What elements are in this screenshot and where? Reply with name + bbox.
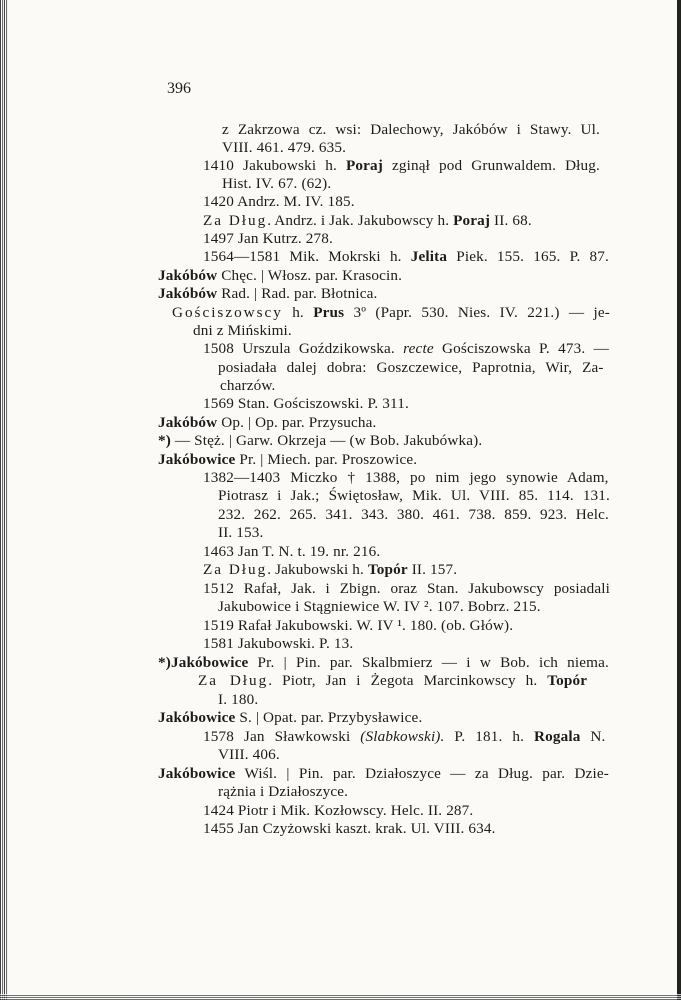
text-run: h.	[282, 304, 314, 321]
text-run: 232. 262. 265. 341. 343. 380. 461. 738. 859. 923. Helc.	[218, 506, 609, 523]
text-line	[158, 267, 402, 285]
text-line	[222, 121, 600, 139]
text-run: 1578 Jan Sławkowski	[203, 728, 361, 745]
text-run: zginął pod Grunwaldem. Dług.	[382, 157, 600, 174]
bold-term: Topór	[367, 561, 408, 578]
text-line	[218, 598, 541, 616]
text-run: 3º (Papr. 530. Nies. IV. 221.) — je-	[344, 304, 610, 321]
text-run: Piek. 155. 165. P. 87.	[447, 248, 609, 265]
bold-term: Jakóbów	[158, 414, 218, 431]
text-run: . Jakubowski h.	[267, 561, 368, 578]
text-run: II. 68.	[490, 212, 532, 229]
text-line	[172, 304, 610, 322]
text-run: N.	[580, 728, 606, 745]
text-run: . Andrz. i Jak. Jakubowscy h.	[267, 212, 454, 229]
text-line	[218, 359, 604, 377]
text-run: rążnia i Działoszyce.	[218, 783, 349, 800]
text-line	[203, 820, 496, 838]
text-run: Wiśl. | Pin. par. Działoszyce — za Dług. par. Dzie-	[235, 765, 609, 782]
text-line	[203, 802, 473, 820]
text-run: Za Dług	[203, 212, 268, 229]
text-run: Za Dług	[203, 561, 268, 578]
text-run: Op. | Op. par. Przysucha.	[217, 414, 377, 431]
bold-term: Jakóbowice	[158, 765, 236, 782]
text-line	[198, 672, 587, 690]
text-line	[203, 230, 333, 248]
text-run: Piotrasz i Jak.; Świętosław, Mik. Ul. VIII. 85. 114. 131.	[218, 487, 610, 504]
text-run: II. 157.	[407, 561, 458, 578]
bold-term: Jakóbowice	[158, 709, 236, 726]
bold-term: Poraj	[345, 157, 383, 174]
text-run: dni z Mińskimi.	[193, 322, 292, 339]
text-line	[158, 765, 609, 783]
bold-term: Jakóbowice	[158, 451, 236, 468]
text-run: II. 153.	[218, 524, 264, 541]
text-line	[203, 561, 457, 579]
scan-border-left	[0, 0, 8, 1000]
bold-term: Poraj	[453, 212, 491, 229]
text-line	[158, 285, 378, 303]
text-run: 1424 Piotr i Mik. Kozłowscy. Helc. II. 287.	[203, 802, 474, 819]
text-run: 1382—1403 Miczko † 1388, po nim jego synowie Adam,	[203, 469, 609, 486]
text-line	[203, 395, 409, 413]
text-run: P. 181. h.	[444, 728, 534, 745]
text-line	[158, 414, 377, 432]
bold-term: Jelita	[410, 248, 448, 265]
italic-term: recte	[403, 340, 434, 357]
text-run: Jakubowice i Stągniewice W. IV ². 107. Bobrz. 215.	[218, 598, 541, 615]
text-run: Gościszowska P. 473. —	[433, 340, 609, 357]
text-run: 1455 Jan Czyżowski kaszt. krak. Ul. VIII. 634.	[203, 820, 496, 837]
text-run: 1581 Jakubowski. P. 13.	[203, 635, 354, 652]
text-line	[203, 728, 605, 746]
page-number: 396	[167, 80, 191, 97]
text-run: Rad. | Rad. par. Błotnica.	[217, 285, 378, 302]
text-run: Hist. IV. 67. (62).	[222, 175, 332, 192]
text-line	[158, 451, 417, 469]
text-line	[218, 783, 348, 801]
bold-term: Jakóbów	[158, 285, 218, 302]
italic-term: (Slabkowski).	[360, 728, 445, 745]
text-line	[218, 506, 609, 524]
bold-term: Rogala	[533, 728, 581, 745]
text-run: VIII. 406.	[218, 746, 280, 763]
text-line	[218, 691, 258, 709]
text-line	[222, 139, 346, 157]
text-run: 1569 Stan. Gościszowski. P. 311.	[203, 395, 409, 412]
text-run: z Zakrzowa cz. wsi: Dalechowy, Jakóbów i Stawy. Ul.	[222, 121, 600, 138]
text-run: . Piotr, Jan i Żegota Marcinkowscy h.	[268, 672, 548, 689]
text-run: I. 180.	[218, 691, 259, 708]
text-line	[218, 487, 610, 505]
text-run: Chęc. | Włosz. par. Krasocin.	[217, 267, 403, 284]
text-line	[218, 524, 264, 542]
text-line	[203, 212, 532, 230]
scan-border-bottom	[0, 994, 681, 1000]
text-line	[222, 175, 331, 193]
text-line	[203, 193, 355, 211]
text-line	[218, 746, 280, 764]
text-line	[158, 654, 609, 672]
text-run: 1512 Rafał, Jak. i Zbign. oraz Stan. Jakubowscy posiadali	[203, 580, 610, 597]
text-run: 1519 Rafał Jakubowski. W. IV ¹. 180. (ob. Głów).	[203, 617, 514, 634]
text-line	[158, 709, 422, 727]
text-run: Gościszowscy	[172, 304, 283, 321]
bold-term: Prus	[313, 304, 345, 321]
text-run: 1497 Jan Kutrz. 278.	[203, 230, 333, 247]
text-run: posiadała dalej dobra: Goszczewice, Paprotnia, Wir, Za-	[218, 359, 604, 376]
text-line	[203, 617, 513, 635]
bold-term: Topór	[547, 672, 588, 689]
bold-term: *)Jakóbowice	[158, 654, 249, 671]
text-run: 1564—1581 Mik. Mokrski h.	[203, 248, 411, 265]
text-line	[203, 543, 380, 561]
text-line	[158, 432, 482, 450]
text-run: — Stęż. | Garw. Okrzeja — (w Bob. Jakubówka).	[170, 432, 483, 449]
text-run: 1508 Urszula Goździkowska.	[203, 340, 404, 357]
text-run: Za Dług	[198, 672, 269, 689]
text-line	[203, 248, 609, 266]
text-run: S. | Opat. par. Przybysławice.	[235, 709, 423, 726]
bold-term: Jakóbów	[158, 267, 218, 284]
text-line	[203, 635, 353, 653]
text-line	[203, 580, 610, 598]
text-run: Pr. | Miech. par. Proszowice.	[235, 451, 418, 468]
text-line	[203, 157, 600, 175]
text-run: 1463 Jan T. N. t. 19. nr. 216.	[203, 543, 381, 560]
text-run: 1420 Andrz. M. IV. 185.	[203, 193, 355, 210]
text-run: charzów.	[220, 377, 276, 394]
text-line	[203, 340, 609, 358]
text-line	[203, 469, 609, 487]
scan-border-right	[677, 0, 681, 1000]
text-line	[193, 322, 292, 340]
bold-term: *)	[158, 432, 171, 449]
text-run: Pr. | Pin. par. Skalbmierz — i w Bob. ich niema.	[248, 654, 609, 671]
text-run: 1410 Jakubowski h.	[203, 157, 346, 174]
text-line	[220, 377, 275, 395]
text-run: VIII. 461. 479. 635.	[222, 139, 347, 156]
